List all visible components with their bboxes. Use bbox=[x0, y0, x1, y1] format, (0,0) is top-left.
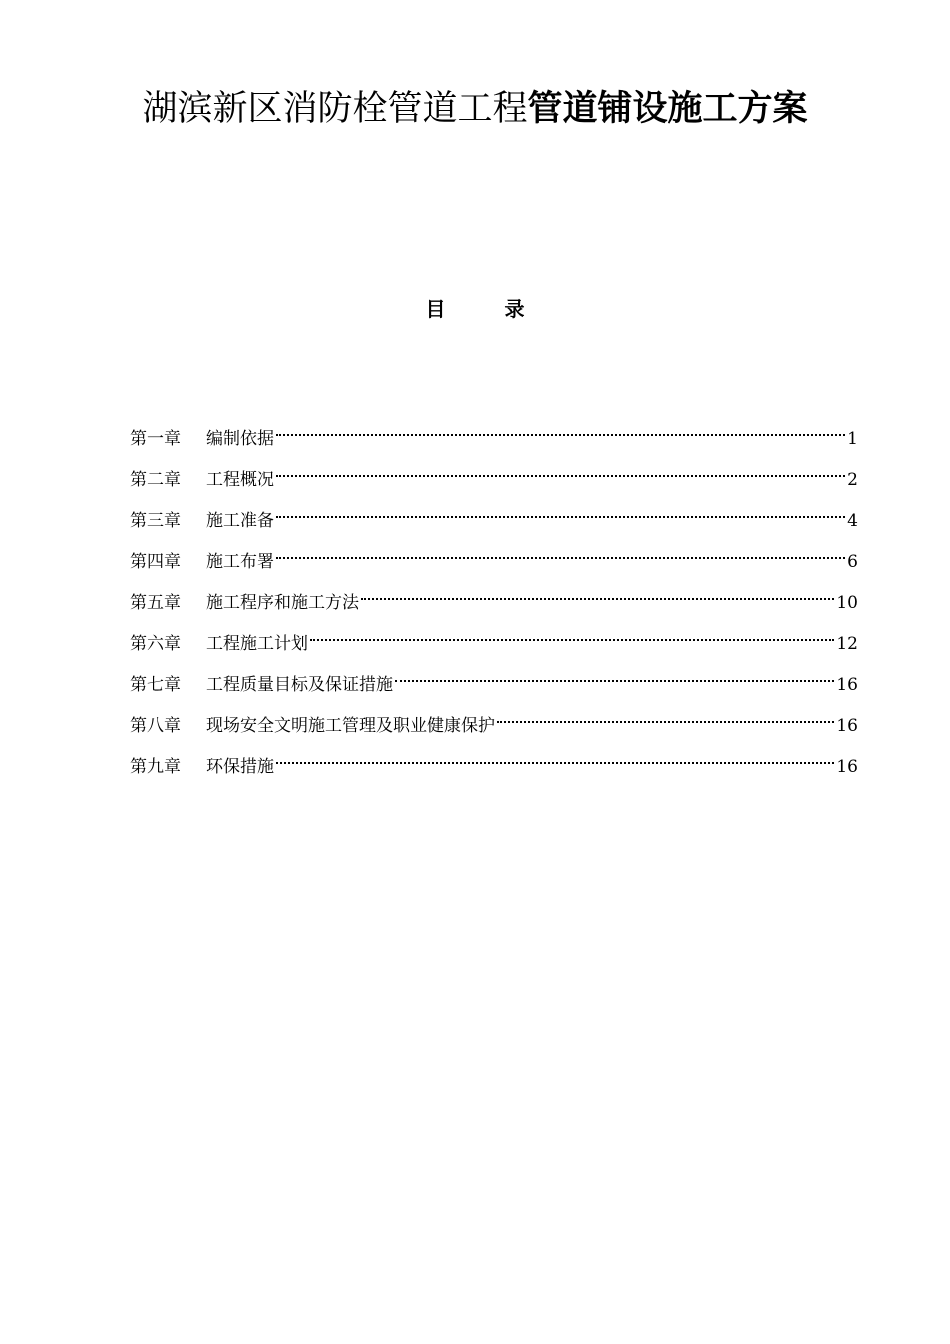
toc-page-number: 10 bbox=[836, 593, 858, 613]
document-title-regular: 湖滨新区消防栓管道工程 bbox=[142, 89, 528, 129]
toc-entry-2[interactable] bbox=[130, 459, 858, 500]
toc-chapter-number: 第四章 bbox=[130, 552, 181, 572]
toc-entry-6[interactable] bbox=[130, 623, 858, 664]
table-of-contents bbox=[130, 418, 858, 787]
toc-dot-leader bbox=[361, 582, 834, 608]
toc-dot-leader bbox=[276, 418, 845, 444]
toc-page-number: 6 bbox=[847, 552, 858, 572]
toc-chapter-number: 第六章 bbox=[130, 634, 181, 654]
toc-dot-leader bbox=[276, 500, 845, 526]
toc-chapter-number: 第九章 bbox=[130, 757, 181, 777]
toc-page-number: 1 bbox=[847, 429, 858, 449]
toc-page-number: 4 bbox=[847, 511, 858, 531]
toc-page-number: 16 bbox=[836, 716, 858, 736]
toc-chapter-title: 现场安全文明施工管理及职业健康保护 bbox=[206, 716, 495, 736]
toc-page-number: 12 bbox=[836, 634, 858, 654]
document-title bbox=[0, 84, 950, 134]
toc-entry-1[interactable] bbox=[130, 418, 858, 459]
toc-chapter-title: 编制依据 bbox=[206, 429, 274, 449]
toc-page-number: 16 bbox=[836, 757, 858, 777]
toc-chapter-title: 工程质量目标及保证措施 bbox=[206, 675, 393, 695]
toc-dot-leader bbox=[395, 664, 834, 690]
toc-entry-7[interactable] bbox=[130, 664, 858, 705]
toc-chapter-title: 施工准备 bbox=[206, 511, 274, 531]
toc-entry-3[interactable] bbox=[130, 500, 858, 541]
toc-chapter-number: 第七章 bbox=[130, 675, 181, 695]
toc-page-number: 16 bbox=[836, 675, 858, 695]
toc-dot-leader bbox=[310, 623, 834, 649]
toc-heading: 目 录 bbox=[425, 297, 551, 321]
document-title-bold: 管道铺设施工方案 bbox=[527, 88, 808, 129]
toc-dot-leader bbox=[276, 541, 845, 567]
toc-chapter-number: 第一章 bbox=[130, 429, 181, 449]
toc-chapter-title: 施工布署 bbox=[206, 552, 274, 572]
toc-chapter-number: 第三章 bbox=[130, 511, 181, 531]
toc-entry-4[interactable] bbox=[130, 541, 858, 582]
toc-chapter-title: 施工程序和施工方法 bbox=[206, 593, 359, 613]
toc-chapter-title: 工程概况 bbox=[206, 470, 274, 490]
toc-dot-leader bbox=[497, 705, 834, 731]
toc-entry-5[interactable] bbox=[130, 582, 858, 623]
toc-entry-9[interactable] bbox=[130, 746, 858, 787]
toc-chapter-title: 环保措施 bbox=[206, 757, 274, 777]
toc-dot-leader bbox=[276, 459, 845, 485]
toc-dot-leader bbox=[276, 746, 834, 772]
toc-chapter-number: 第八章 bbox=[130, 716, 181, 736]
toc-entry-8[interactable] bbox=[130, 705, 858, 746]
toc-chapter-number: 第五章 bbox=[130, 593, 181, 613]
toc-page-number: 2 bbox=[847, 470, 858, 490]
toc-chapter-title: 工程施工计划 bbox=[206, 634, 308, 654]
toc-chapter-number: 第二章 bbox=[130, 470, 181, 490]
